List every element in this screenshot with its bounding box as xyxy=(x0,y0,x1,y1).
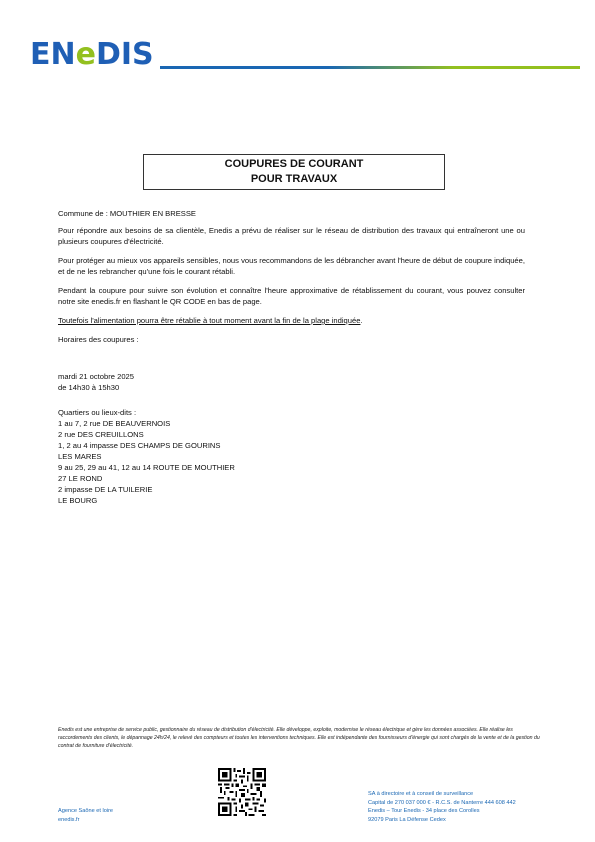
list-item: 2 impasse DE LA TUILERIE xyxy=(58,485,153,494)
warning-text: Toutefois l'alimentation pourra être rétablie à tout moment avant la fin de la plage indiquée xyxy=(58,316,361,325)
title-line-1: COUPURES DE COURANT xyxy=(224,158,364,170)
commune-label: Commune de : MOUTHIER EN BRESSE xyxy=(58,209,196,218)
quartiers-label: Quartiers ou lieux-dits : xyxy=(58,408,137,417)
footer-right xyxy=(368,790,516,824)
logo-text-dis: DIS xyxy=(95,37,154,72)
warning-line xyxy=(58,315,525,326)
horaires-label: Horaires des coupures : xyxy=(58,335,139,344)
footer-note: Enedis est une entreprise de service public, gestionnaire du réseau de distribution d'électricité. Elle développe, exploite, modernise le réseau électrique et gère les données associées. Elle réalise les raccordements des clients, le dépannage 24h/24, le relevé des compteurs et toutes les interventions techniques. Elle est indépendante des fournisseurs d'énergie qui sont chargés de la vente et de la gestion du contrat de fourniture d'électricité. xyxy=(58,727,540,749)
logo-text-en: EN xyxy=(30,37,76,72)
list-item: LE BOURG xyxy=(58,496,98,505)
qr-code-icon[interactable] xyxy=(218,768,266,816)
list-item: LES MARES xyxy=(58,452,102,461)
logo-text-e: e xyxy=(75,37,96,72)
coupure-time: de 14h30 à 15h30 xyxy=(58,383,120,392)
website-link[interactable]: enedis.fr xyxy=(58,817,80,823)
legal-line: 92079 Paris La Défense Cedex xyxy=(368,816,446,823)
paragraph-3: Pendant la coupure pour suivre son évolution et connaître l'heure approximative de rétablissement du courant, vous pouvez consulter notre site enedis.fr en flashant le QR CODE en bas de page. xyxy=(58,286,525,306)
list-item: 9 au 25, 29 au 41, 12 au 14 ROUTE DE MOUTHIER xyxy=(58,463,235,472)
quartiers-list xyxy=(58,418,525,506)
enedis-logo xyxy=(30,38,154,72)
header-divider xyxy=(160,66,580,69)
legal-line: SA à directoire et à conseil de surveillance xyxy=(368,791,474,797)
list-item: 1, 2 au 4 impasse DES CHAMPS DE GOURINS xyxy=(58,441,221,450)
paragraph-1: Pour répondre aux besoins de sa clientèle, Enedis a prévu de réaliser sur le réseau de distribution des travaux qui entraîneront une ou plusieurs coupures d'électricité. xyxy=(58,226,525,246)
list-item: 1 au 7, 2 rue DE BEAUVERNOIS xyxy=(58,419,171,428)
legal-line: Enedis – Tour Enedis - 34 place des Corolles xyxy=(368,808,480,814)
title-box xyxy=(143,154,445,190)
agency-name: Agence Saône et loire xyxy=(58,808,114,814)
title-line-2: POUR TRAVAUX xyxy=(250,173,338,185)
legal-line: Capital de 270 037 000 € - R.C.S. de Nanterre 444 608 442 xyxy=(368,799,516,806)
list-item: 27 LE ROND xyxy=(58,474,103,483)
footer-left xyxy=(58,807,113,825)
warning-end: . xyxy=(360,316,363,325)
list-item: 2 rue DES CREUILLONS xyxy=(58,430,144,439)
coupure-date: mardi 21 octobre 2025 xyxy=(58,372,134,381)
paragraph-2: Pour protéger au mieux vos appareils sensibles, nous vous recommandons de les débrancher avant l'heure de début de coupure indiquée, et de ne les rebrancher qu'une fois le courant rétabli. xyxy=(58,256,525,276)
